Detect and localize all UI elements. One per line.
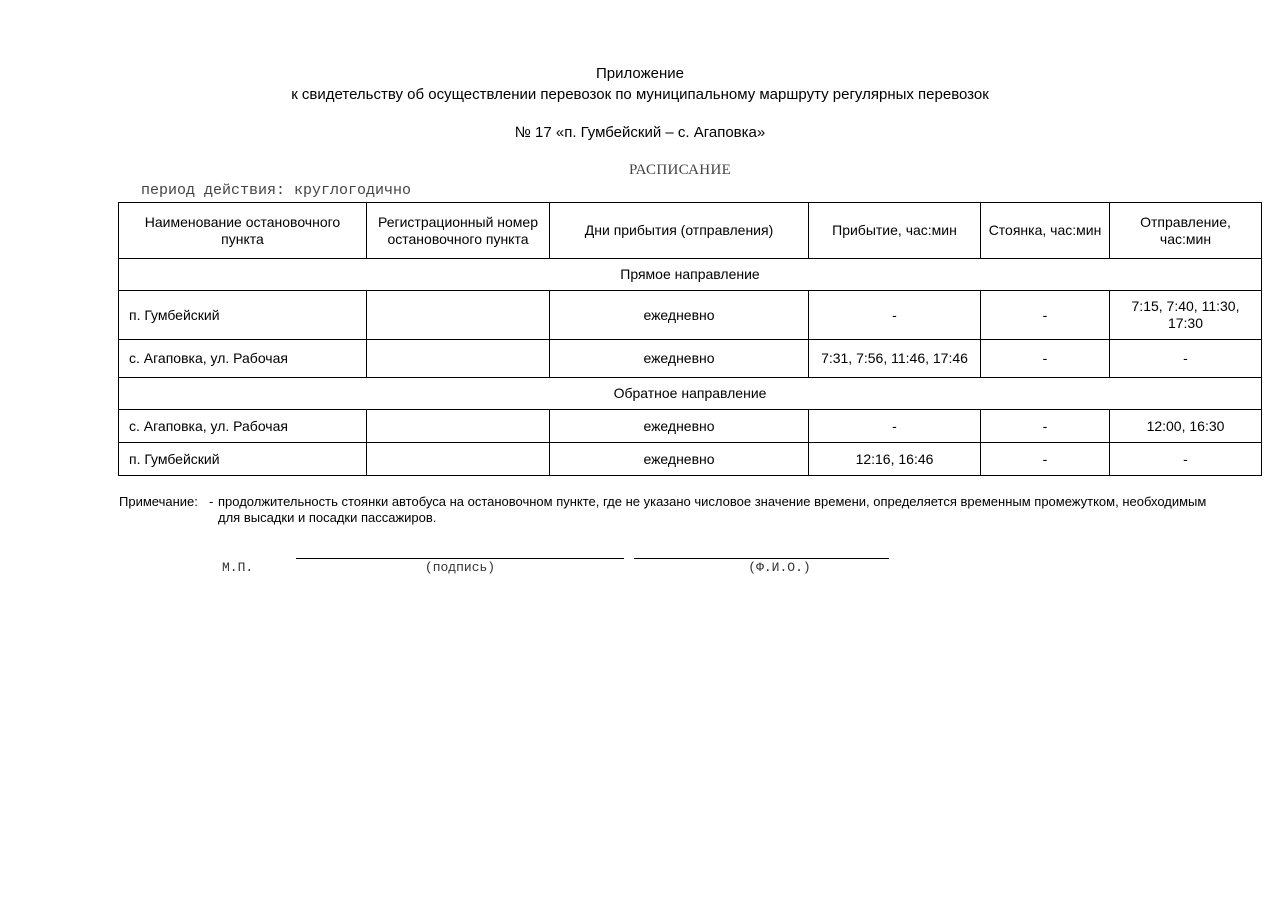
cell-arrival: - (809, 410, 981, 443)
cell-stop-name: с. Агаповка, ул. Рабочая (119, 340, 367, 378)
footnote-text: продолжительность стоянки автобуса на остановочном пункте, где не указано числовое значение времени, определяется временным промежутком, необходимым для высадки и посадки пассажиров. (218, 494, 1207, 525)
cell-arrival: 7:31, 7:56, 11:46, 17:46 (809, 340, 981, 378)
cell-departure: 12:00, 16:30 (1110, 410, 1262, 443)
signature-line (296, 558, 624, 559)
cell-stop-name: с. Агаповка, ул. Рабочая (119, 410, 367, 443)
table-row (119, 410, 1262, 443)
section-title-forward: Прямое направление (119, 259, 1262, 291)
cell-departure: - (1110, 340, 1262, 378)
column-header-stop-name: Наименование остановочного пункта (119, 203, 367, 259)
cell-stop-name: п. Гумбейский (119, 291, 367, 340)
name-caption: (Ф.И.О.) (748, 560, 811, 575)
document-subtitle: к свидетельству об осуществлении перевозок по муниципальному маршруту регулярных перевозок (291, 86, 989, 103)
cell-stop-name: п. Гумбейский (119, 443, 367, 476)
name-line (634, 558, 889, 559)
schedule-heading: РАСПИСАНИЕ (628, 162, 732, 178)
cell-days: ежедневно (550, 443, 809, 476)
cell-reg-number (367, 340, 550, 378)
cell-arrival: - (809, 291, 981, 340)
stamp-placeholder: М.П. (222, 560, 254, 575)
cell-departure: - (1110, 443, 1262, 476)
column-header-arrival: Прибытие, час:мин (809, 203, 981, 259)
column-header-reg-number: Регистрационный номер остановочного пункта (367, 203, 550, 259)
footnote-label: Примечание: (119, 494, 198, 509)
cell-stop-duration: - (981, 410, 1110, 443)
section-title-return: Обратное направление (119, 378, 1262, 410)
cell-days: ежедневно (550, 340, 809, 378)
document-title: Приложение (596, 65, 684, 82)
cell-stop-duration: - (981, 443, 1110, 476)
cell-days: ежедневно (550, 410, 809, 443)
table-row (119, 443, 1262, 476)
cell-reg-number (367, 410, 550, 443)
cell-reg-number (367, 443, 550, 476)
signature-caption: (подпись) (424, 560, 496, 575)
schedule-table (118, 202, 1262, 476)
column-header-stop-duration: Стоянка, час:мин (981, 203, 1110, 259)
route-title: № 17 «п. Гумбейский – с. Агаповка» (514, 124, 766, 141)
cell-stop-duration: - (981, 291, 1110, 340)
cell-reg-number (367, 291, 550, 340)
table-row (119, 340, 1262, 378)
cell-days: ежедневно (550, 291, 809, 340)
table-row (119, 291, 1262, 340)
cell-stop-duration: - (981, 340, 1110, 378)
column-header-departure: Отправление, час:мин (1110, 203, 1262, 259)
footnote-dash: - (209, 494, 214, 509)
table-header-row (119, 203, 1262, 259)
section-row-return (119, 378, 1262, 410)
validity-period: период действия: круглогодично (141, 182, 412, 199)
cell-arrival: 12:16, 16:46 (809, 443, 981, 476)
section-row-forward (119, 259, 1262, 291)
cell-departure: 7:15, 7:40, 11:30, 17:30 (1110, 291, 1262, 340)
column-header-days: Дни прибытия (отправления) (550, 203, 809, 259)
